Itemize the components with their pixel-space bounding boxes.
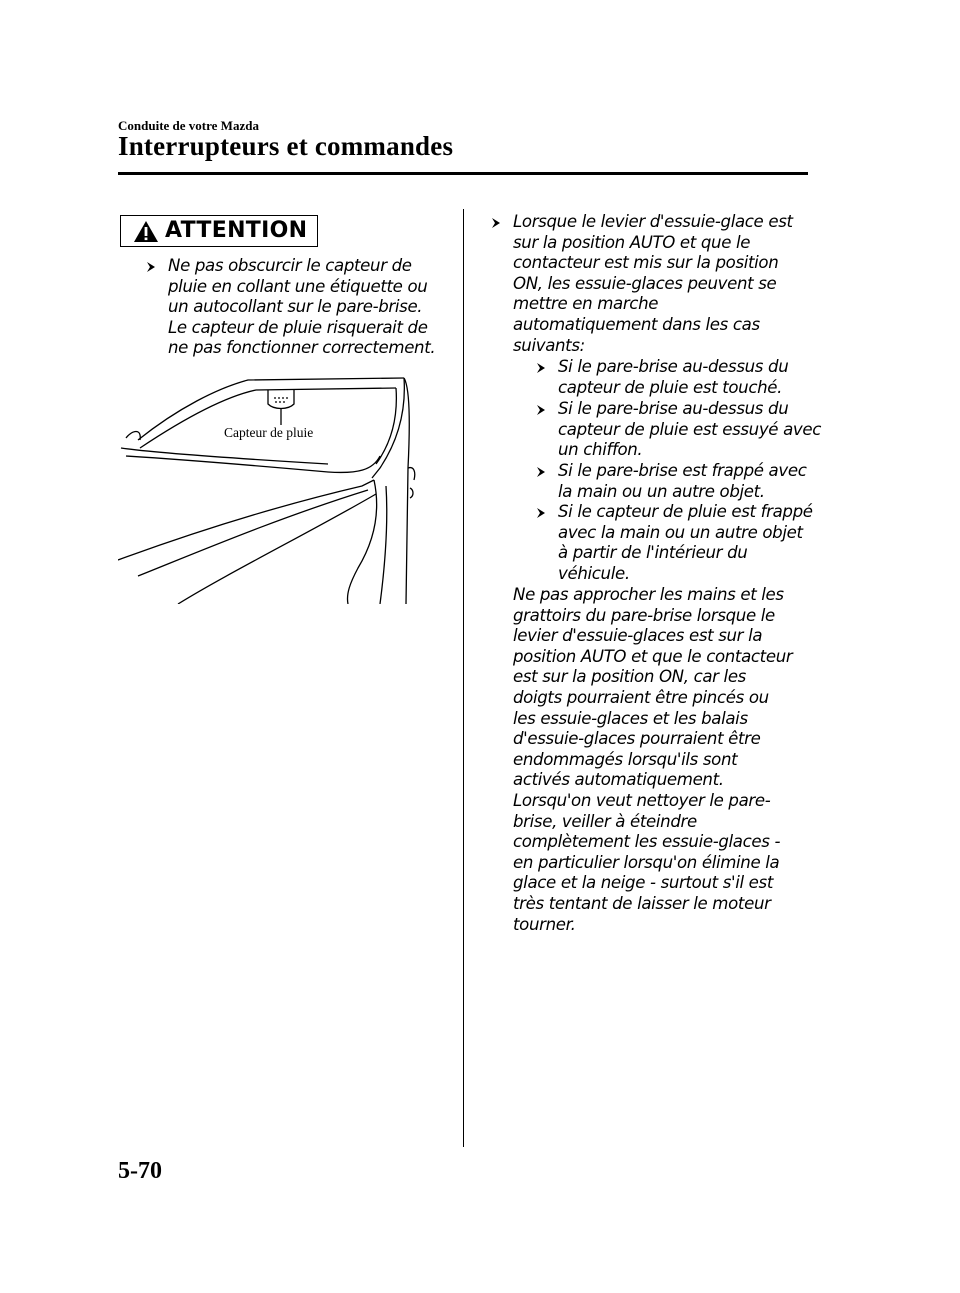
rain-sensor-label: Capteur de pluie	[224, 425, 314, 440]
windshield-illustration	[118, 368, 418, 604]
text-line: Si le pare-brise au-dessus du	[558, 357, 789, 376]
sub-bullet-text	[558, 461, 806, 502]
text-line: avec la main ou un autre objet	[558, 522, 803, 542]
arrow-bullet-icon	[536, 507, 546, 519]
text-line: automatiquement dans les cas	[513, 314, 760, 334]
warning-paragraph	[513, 585, 792, 935]
text-line: Si le pare-brise est frappé avec	[558, 461, 807, 480]
text-line: contacteur est mis sur la position	[513, 253, 779, 273]
attention-box	[120, 215, 318, 247]
text-line: sur la position AUTO et que le	[513, 232, 751, 252]
text-line: les essuie-glaces et les balais	[513, 708, 748, 728]
text-line: position AUTO et que le contacteur	[513, 646, 793, 666]
text-line: à partir de l'intérieur du	[558, 543, 748, 563]
arrow-bullet-icon	[536, 362, 546, 374]
text-line: Le capteur de pluie risquerait de	[168, 317, 428, 337]
sub-bullet-text	[558, 357, 788, 398]
chapter-title: Interrupteurs et commandes	[118, 131, 454, 161]
attention-title: ATTENTION	[165, 218, 308, 243]
text-line: endommagés lorsqu'ils sont	[513, 749, 738, 769]
text-line: levier d'essuie-glaces est sur la	[513, 626, 763, 646]
text-line: Si le capteur de pluie est frappé	[558, 502, 813, 521]
column-divider	[463, 209, 464, 1147]
text-line: Ne pas obscurcir le capteur de	[168, 256, 412, 275]
text-line: doigts pourraient être pincés ou	[513, 687, 769, 707]
arrow-bullet-icon	[491, 217, 501, 229]
text-line: très tentant de laisser le moteur	[513, 893, 771, 913]
text-line: en particulier lorsqu'on élimine la	[513, 852, 780, 872]
text-line: suivants:	[513, 335, 585, 355]
arrow-bullet-icon	[536, 466, 546, 478]
text-line: véhicule.	[558, 563, 630, 583]
text-line: brise, veiller à éteindre	[513, 811, 697, 831]
arrow-bullet-icon	[146, 261, 156, 273]
text-line: capteur de pluie est essuyé avec	[558, 419, 822, 439]
text-line: activés automatiquement.	[513, 770, 724, 790]
arrow-bullet-icon	[536, 404, 546, 416]
text-line: d'essuie-glaces pourraient être	[513, 729, 761, 749]
text-line: un autocollant sur le pare-brise.	[168, 297, 423, 317]
text-line: la main ou un autre objet.	[558, 481, 765, 501]
section-label: Conduite de votre Mazda	[118, 118, 259, 133]
text-line: pluie en collant une étiquette ou	[168, 276, 428, 296]
text-line: Si le pare-brise au-dessus du	[558, 399, 789, 418]
page-number: 5-70	[118, 1158, 162, 1184]
sub-bullet-text	[558, 399, 821, 461]
text-line: tourner.	[513, 914, 576, 934]
text-line: complètement les essuie-glaces -	[513, 832, 781, 852]
text-line: ne pas fonctionner correctement.	[168, 338, 436, 358]
text-line: glace et la neige - surtout s'il est	[513, 873, 773, 893]
text-line: mettre en marche	[513, 294, 659, 314]
text-line: est sur la position ON, car les	[513, 667, 746, 687]
text-line: Ne pas approcher les mains et les	[513, 585, 784, 604]
text-line: grattoirs du pare-brise lorsque le	[513, 605, 775, 625]
header-rule	[118, 172, 808, 175]
text-line: Lorsqu'on veut nettoyer le pare-	[513, 790, 771, 810]
sub-bullet-text	[558, 502, 813, 584]
text-line: capteur de pluie est touché.	[558, 377, 783, 397]
text-line: ON, les essuie-glaces peuvent se	[513, 273, 777, 293]
attention-bullet-text	[168, 256, 435, 359]
main-bullet-text	[513, 212, 793, 356]
text-line: un chiffon.	[558, 440, 643, 460]
warning-triangle-icon	[133, 220, 159, 243]
text-line: Lorsque le levier d'essuie-glace est	[513, 212, 793, 231]
